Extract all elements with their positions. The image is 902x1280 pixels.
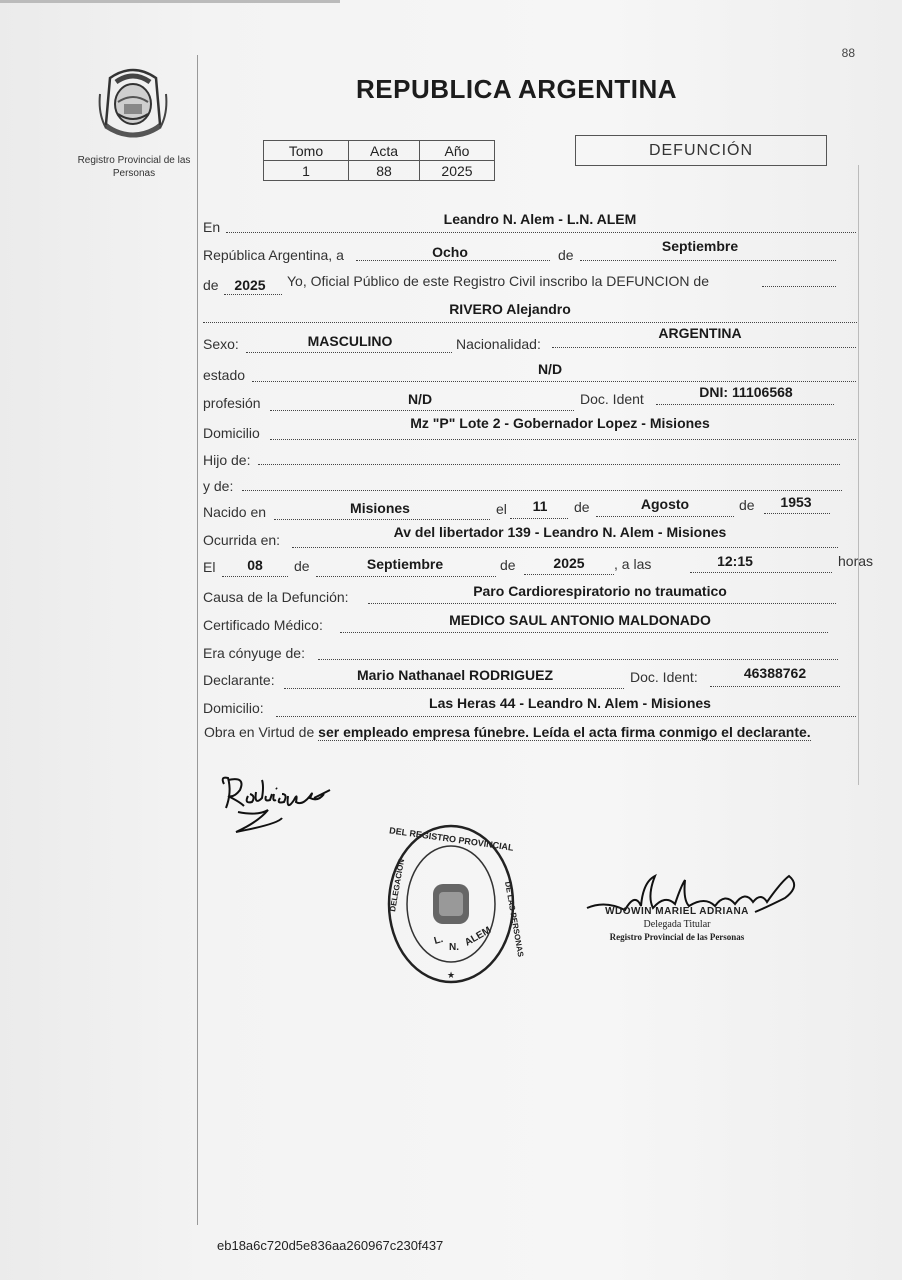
obra-label: Obra en Virtud de — [204, 724, 315, 740]
birthplace-value: Misiones — [350, 500, 410, 516]
profesion-label: profesión — [203, 395, 261, 411]
dotted-line — [690, 572, 832, 573]
de4-label: de — [739, 497, 755, 513]
dotted-line — [284, 688, 624, 689]
doc-label: Doc. Ident — [580, 391, 644, 407]
deceased-name: RIVERO Alejandro — [449, 301, 571, 317]
el-label: el — [496, 501, 507, 517]
dotted-line — [292, 547, 838, 548]
declarant-value: Mario Nathanael RODRIGUEZ — [356, 667, 554, 683]
dotted-line — [318, 659, 838, 660]
page-number: 88 — [841, 46, 855, 60]
causa-label: Causa de la Defunción: — [203, 589, 349, 605]
official-office: Registro Provincial de las Personas — [609, 932, 745, 942]
dotted-line — [222, 576, 288, 577]
svg-text:DE LAS PERSONAS: DE LAS PERSONAS — [503, 880, 526, 958]
dotted-line — [226, 232, 856, 233]
top-edge-line — [0, 0, 340, 3]
de-label: de — [558, 247, 574, 263]
table-header-row — [264, 141, 495, 161]
birth-year-value: 1953 — [780, 494, 812, 510]
declarant-signature-icon — [218, 772, 343, 840]
dotted-line — [252, 381, 856, 382]
doc-value: DNI: 11106568 — [699, 384, 793, 400]
registry-name: Registro Provincial de las Personas — [77, 155, 191, 179]
ocurrida-label: Ocurrida en: — [203, 532, 281, 548]
dotted-line — [242, 490, 842, 491]
dotted-line — [710, 686, 840, 687]
obra-value: ser empleado empresa fúnebre. Leída el acta firma conmigo el declarante. — [318, 724, 811, 740]
republica-label: República Argentina, a — [203, 247, 344, 263]
horas-label: horas — [838, 553, 874, 569]
document-title: REPUBLICA ARGENTINA — [356, 74, 678, 104]
de2-label: de — [203, 277, 219, 293]
dotted-line — [764, 513, 830, 514]
declarante-label: Declarante: — [203, 672, 275, 688]
dotted-line — [510, 518, 568, 519]
official-signature-block — [587, 905, 767, 944]
dotted-line — [224, 294, 282, 295]
profession-value: N/D — [407, 391, 433, 407]
conyuge-label: Era cónyuge de: — [203, 645, 305, 661]
svg-text:★: ★ — [447, 970, 456, 980]
official-stamp-icon — [385, 822, 526, 987]
hijo-label: Hijo de: — [203, 452, 251, 468]
place-value: Leandro N. Alem - L.N. ALEM — [443, 211, 637, 227]
dotted-line — [596, 516, 734, 517]
declarant-doc-value: 46388762 — [743, 665, 807, 681]
table-header: Acta — [349, 141, 420, 161]
declarant-address-value: Las Heras 44 - Leandro N. Alem - Misiones — [429, 695, 711, 711]
official-name: WDOWIN MARIEL ADRIANA — [605, 906, 749, 917]
address-value: Mz "P" Lote 2 - Gobernador Lopez - Misiones — [410, 415, 710, 431]
dotted-line — [246, 352, 452, 353]
death-place-value: Av del libertador 139 - Leandro N. Alem - Misiones — [393, 524, 727, 540]
birth-month-value: Agosto — [640, 496, 690, 512]
table-cell: 2025 — [420, 161, 495, 181]
margin-line — [197, 55, 198, 1225]
dotted-line — [656, 404, 834, 405]
nacido-label: Nacido en — [203, 504, 267, 520]
svg-text:ALEM: ALEM — [463, 924, 494, 949]
death-month-value: Septiembre — [366, 556, 444, 572]
dotted-line — [276, 716, 856, 717]
death-day-value: 08 — [247, 557, 263, 573]
dotted-line — [524, 574, 614, 575]
obra-paragraph — [204, 723, 856, 741]
domicilio-label: Domicilio — [203, 425, 260, 441]
dotted-line — [356, 260, 550, 261]
de6-label: de — [500, 557, 516, 573]
dotted-line — [552, 347, 856, 348]
document-hash: eb18a6c720d5e836aa260967c230f437 — [217, 1238, 444, 1253]
birth-day-value: 11 — [532, 498, 548, 514]
yde-label: y de: — [203, 478, 234, 494]
act-type-box: DEFUNCIÓN — [575, 135, 827, 166]
death-time-value: 12:15 — [717, 553, 753, 569]
dotted-line — [203, 322, 857, 323]
certificado-label: Certificado Médico: — [203, 617, 323, 633]
svg-text:L.: L. — [432, 933, 445, 947]
de5-label: de — [294, 558, 310, 574]
table-cell: 1 — [264, 161, 349, 181]
table-cell: 88 — [349, 161, 420, 181]
right-margin-line — [858, 165, 859, 785]
death-year-value: 2025 — [553, 555, 585, 571]
tomo-acta-table — [263, 140, 495, 181]
sexo-label: Sexo: — [203, 336, 239, 352]
svg-text:N.: N. — [449, 942, 459, 953]
dotted-line — [340, 632, 828, 633]
nationality-value: ARGENTINA — [658, 325, 742, 341]
table-row — [264, 161, 495, 181]
dotted-line — [258, 464, 840, 465]
dotted-line — [270, 439, 856, 440]
alas-label: , a las — [614, 556, 652, 572]
table-header: Año — [420, 141, 495, 161]
estado-label: estado — [203, 367, 246, 383]
inscribo-label: Yo, Oficial Público de este Registro Civil inscribo la DEFUNCION de — [287, 273, 709, 289]
dotted-line — [316, 576, 496, 577]
svg-text:DEL REGISTRO PROVINCIAL: DEL REGISTRO PROVINCIAL — [388, 825, 515, 853]
month-value: Septiembre — [661, 238, 739, 254]
svg-text:DELEGACION: DELEGACION — [388, 858, 407, 913]
doc2-label: Doc. Ident: — [630, 669, 698, 685]
dotted-line — [368, 603, 836, 604]
dotted-line — [274, 519, 490, 520]
dotted-line — [762, 286, 836, 287]
dotted-line — [270, 410, 574, 411]
sex-value: MASCULINO — [307, 333, 393, 349]
en-label: En — [203, 219, 221, 235]
table-header: Tomo — [264, 141, 349, 161]
day-value: Ocho — [432, 244, 468, 260]
dotted-line — [580, 260, 836, 261]
year-value: 2025 — [234, 277, 266, 293]
el2-label: El — [203, 559, 216, 575]
domicilio2-label: Domicilio: — [203, 700, 264, 716]
official-role: Delegada Titular — [643, 919, 711, 930]
civil-status-value: N/D — [537, 361, 563, 377]
de3-label: de — [574, 499, 590, 515]
cause-value: Paro Cardiorespiratorio no traumatico — [473, 583, 727, 599]
certificate-value: MEDICO SAUL ANTONIO MALDONADO — [449, 612, 711, 628]
provincial-seal-icon — [96, 64, 170, 144]
nacionalidad-label: Nacionalidad: — [456, 336, 541, 352]
